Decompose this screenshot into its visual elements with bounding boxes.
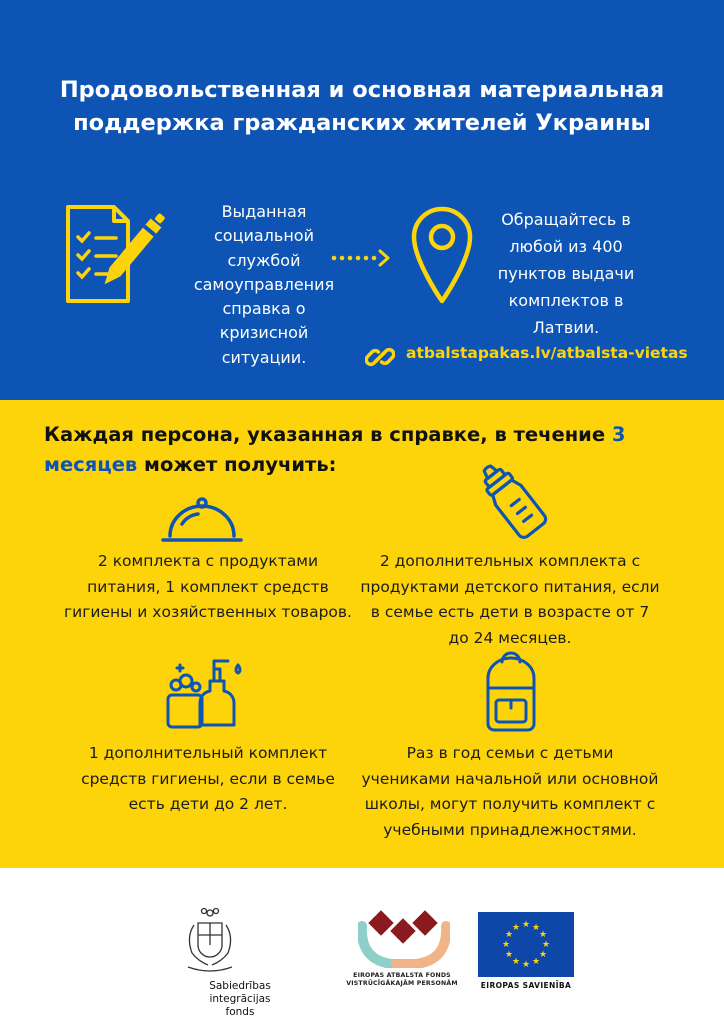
eaf-logo-caption — [330, 972, 474, 988]
dotted-arrow-icon — [330, 248, 394, 268]
backpack-icon — [478, 648, 544, 734]
headline-text-end: может получить: — [137, 453, 337, 476]
svg-text:★: ★ — [521, 920, 531, 930]
svg-text:★: ★ — [511, 923, 521, 933]
eu-flag — [478, 912, 574, 977]
latvia-coat-of-arms-logo — [180, 905, 240, 977]
benefits-headline — [44, 420, 684, 480]
document-pen-icon — [64, 203, 172, 307]
svg-text:★: ★ — [541, 940, 551, 950]
eu-caption: EIROPAS SAVIENĪBA — [480, 981, 572, 990]
eaf-caption-line2: VISTRŪCĪGĀKAJĀM PERSONĀM — [346, 980, 458, 987]
eu-stars-icon — [478, 912, 574, 977]
benefit-baby-food-text: 2 дополнительных комплекта с продуктами детского питания, если в семье есть дети в возрасте от 7 до 24 месяцев. — [360, 552, 660, 647]
svg-text:★: ★ — [511, 957, 521, 967]
step-distribution-text: Обращайтесь в любой из 400 пунктов выдачи комплектов в Латвии. — [497, 210, 635, 337]
sif-caption-line2: fonds — [225, 1006, 255, 1018]
eiropas-atbalsta-fonds-logo — [358, 908, 450, 968]
location-pin-icon — [410, 205, 474, 305]
website-link[interactable]: atbalstapakas.lv/atbalsta-vietas — [406, 344, 688, 362]
sif-caption-line1: Sabiedrības integrācijas — [209, 980, 271, 1005]
headline-highlight: 3 месяцев — [44, 423, 626, 476]
benefit-hygiene-text: 1 дополнительный комплект средств гигиены, если в семье есть дети до 2 лет. — [81, 744, 335, 814]
page-title: Продовольственная и основная материальная поддержка гражданских жителей Украины — [59, 77, 665, 136]
svg-text:★: ★ — [504, 930, 514, 940]
link-chain-icon — [365, 342, 395, 372]
eaf-caption-line1: EIROPAS ATBALSTA FONDS — [353, 972, 451, 979]
headline-text: Каждая персона, указанная в справке, в течение — [44, 423, 612, 446]
svg-text:★: ★ — [531, 957, 541, 967]
benefit-school-text: Раз в год семьи с детьми учениками начальной или основной школы, могут получить комплект с учебными принадлежностями. — [361, 744, 659, 839]
svg-text:★: ★ — [504, 950, 514, 960]
svg-text:★: ★ — [538, 930, 548, 940]
soap-icon — [160, 655, 246, 731]
svg-text:★: ★ — [538, 950, 548, 960]
svg-text:★: ★ — [521, 960, 531, 970]
benefit-food-text: 2 комплекта с продуктами питания, 1 комплект средств гигиены и хозяйственных товаров. — [64, 552, 352, 622]
food-cloche-icon — [160, 496, 244, 548]
step-certificate-text: Выданная социальной службой самоуправления справка о кризисной ситуации. — [193, 202, 335, 367]
svg-text:★: ★ — [501, 940, 511, 950]
sif-logo-caption — [180, 980, 300, 1019]
baby-bottle-icon — [462, 458, 562, 542]
svg-text:★: ★ — [531, 923, 541, 933]
